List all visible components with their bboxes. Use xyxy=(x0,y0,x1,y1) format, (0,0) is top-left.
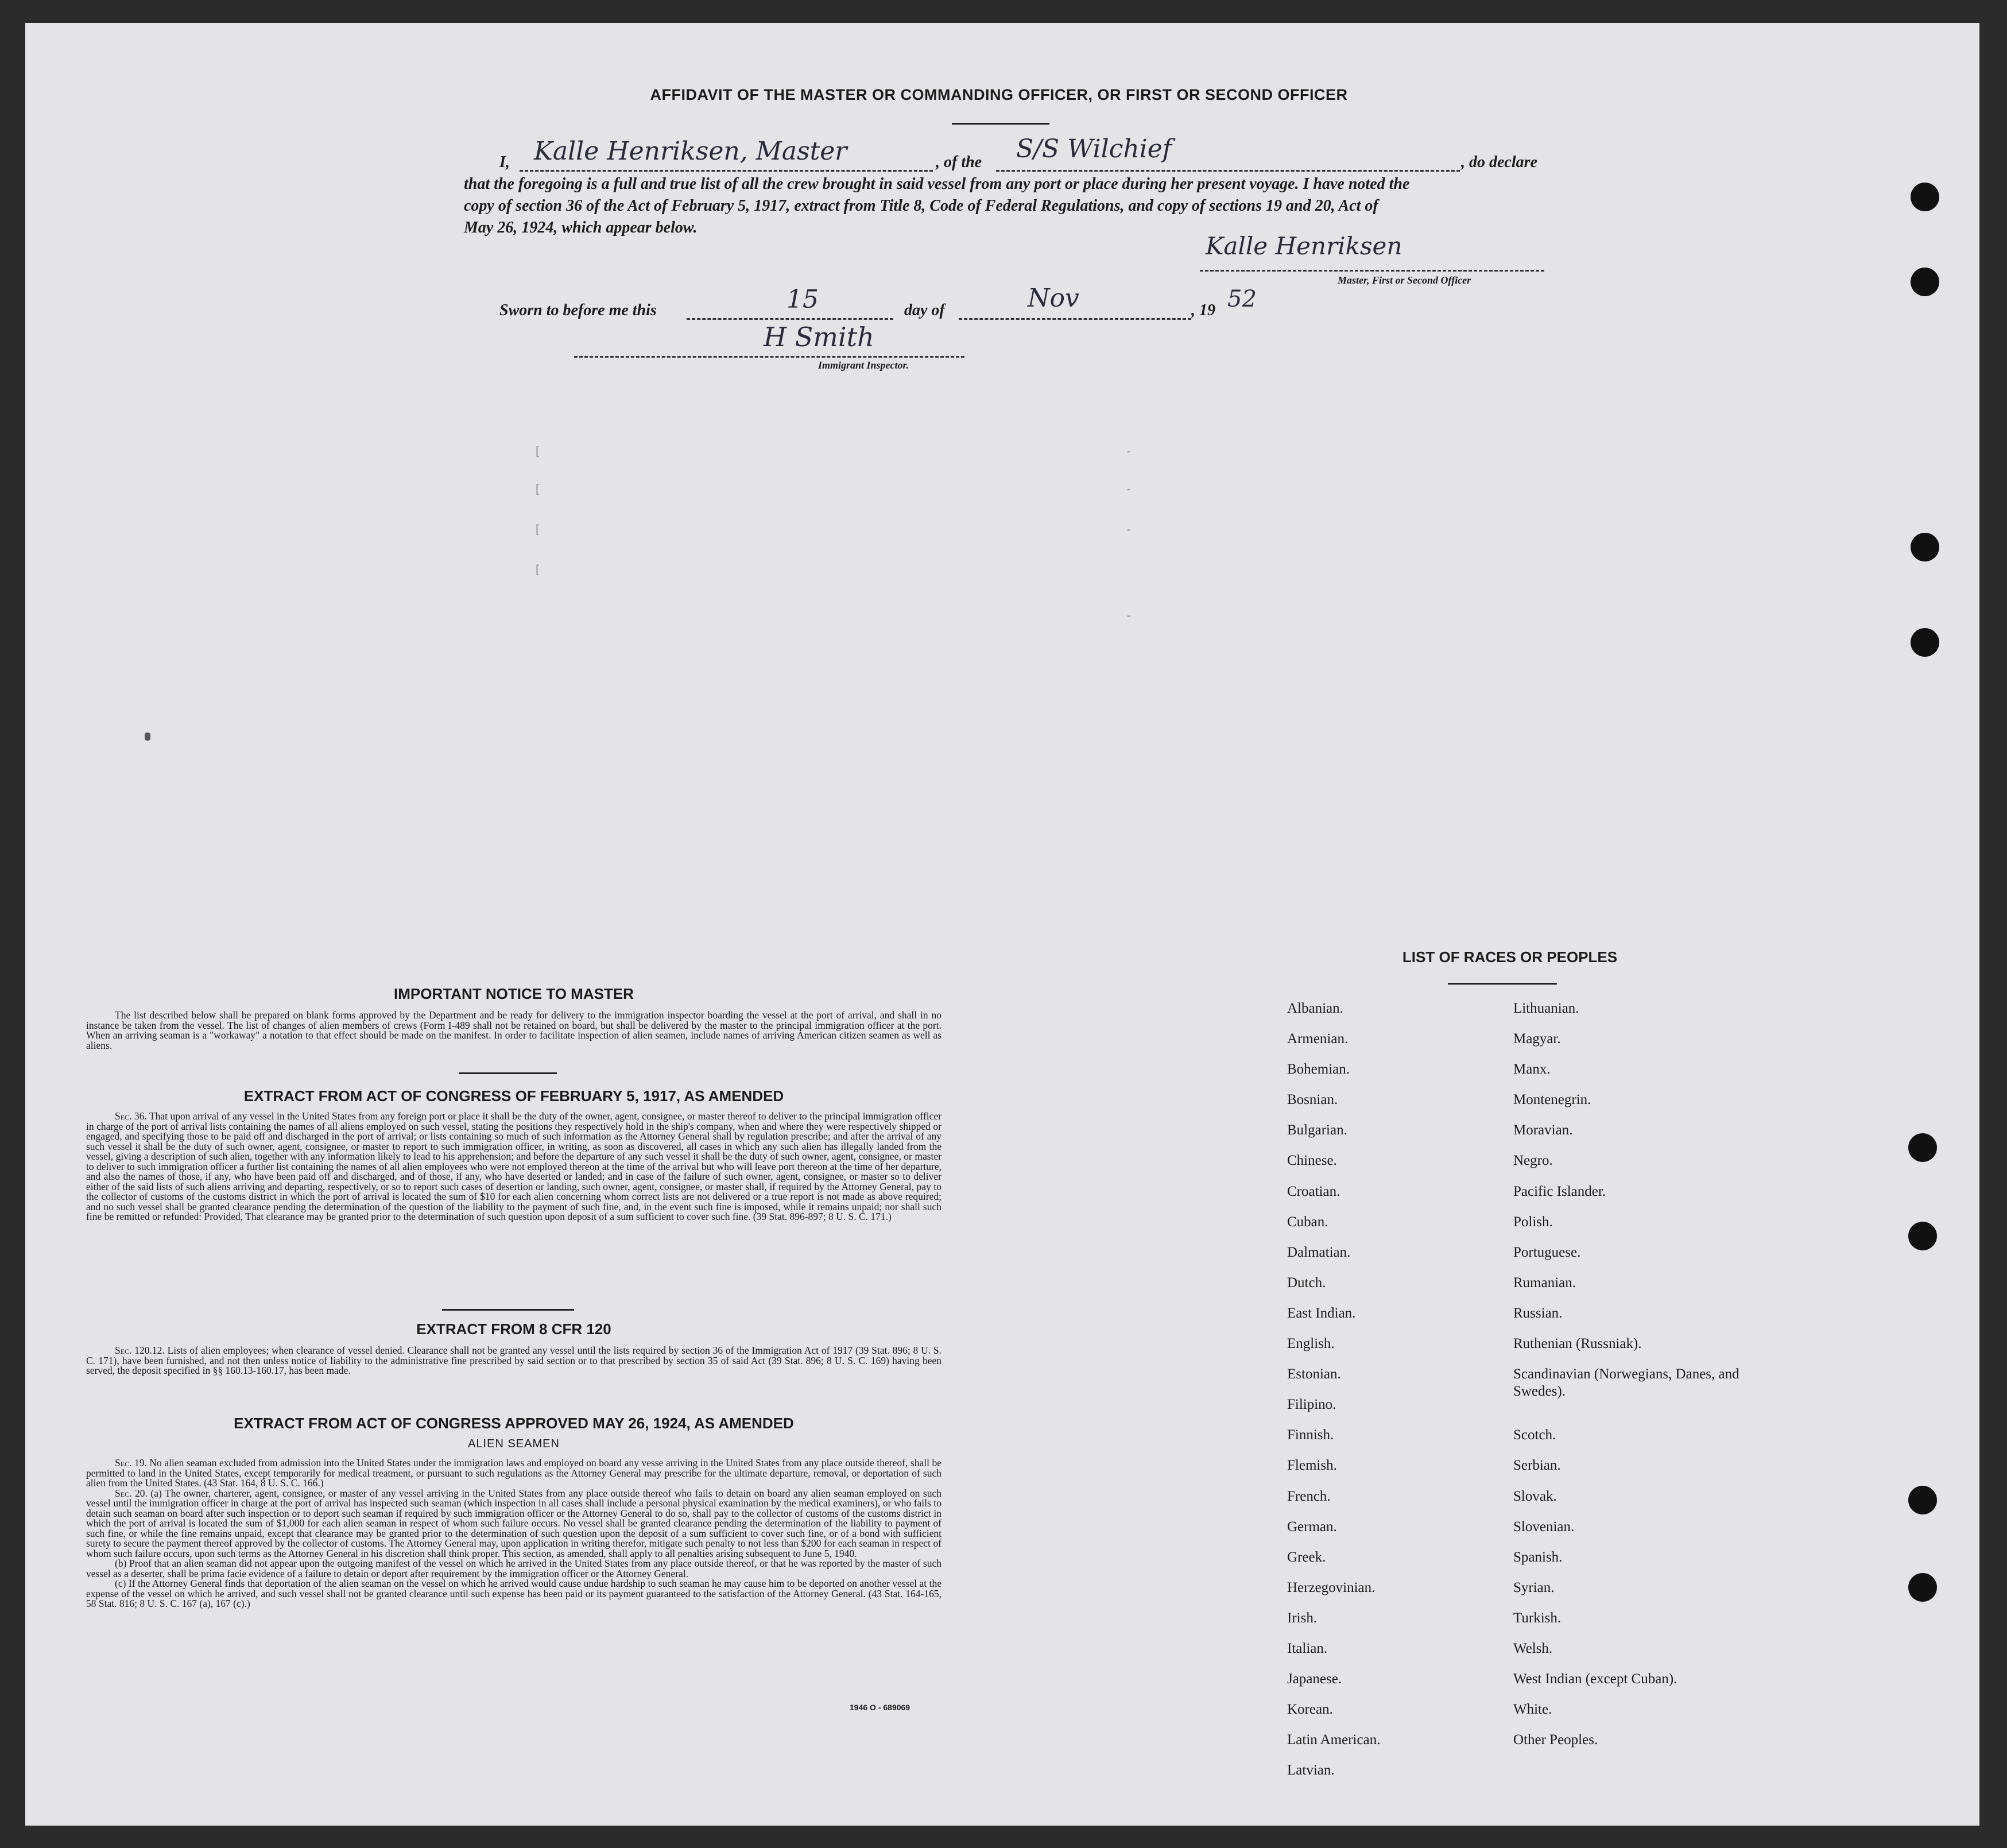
affidavit-do-declare: , do declare xyxy=(1461,153,1537,171)
affidavit-of-the: , of the xyxy=(936,153,982,171)
extract-1924-text xyxy=(86,1458,941,1609)
punch-hole xyxy=(1908,1486,1937,1514)
notice-title: IMPORTANT NOTICE TO MASTER xyxy=(394,985,634,1002)
extract-1917-rule xyxy=(442,1309,574,1311)
race-item: Bosnian. xyxy=(1287,1092,1338,1108)
race-item: Herzegovinian. xyxy=(1287,1579,1376,1595)
vessel-name-line xyxy=(996,170,1460,172)
race-item: Dutch. xyxy=(1287,1274,1326,1291)
race-item: Bohemian. xyxy=(1287,1061,1350,1078)
race-item: Spanish. xyxy=(1513,1549,1563,1565)
inspector-signature: H Smith xyxy=(764,321,874,352)
race-item: Scotch. xyxy=(1513,1427,1556,1443)
punch-hole xyxy=(1911,628,1939,657)
inspector-caption: Immigrant Inspector. xyxy=(818,359,909,371)
notice-paragraph: The list described below shall be prepared on blank forms approved by the Department and be ready for delivery to the immigration inspector boarding the vessel at the port of arrival, and shall in no instance be taken from the vessel. The list of changes of alien members of crews (Form I-489 shall not be retained on board, but shall be delivered by the master to the principal immigration officer at the port. When an arriving seaman is a "workaway" a notation to that effect should be made on the manifest. In order to facilitate inspection of alien seamen, include names of arriving American citizen seamen as well as aliens. xyxy=(86,1009,941,1051)
affidavit-line-2: that the foregoing is a full and true list of all the crew brought in said vessel from any port or place during her present voyage. I have noted the xyxy=(464,175,1410,193)
race-item: Latvian. xyxy=(1287,1762,1335,1779)
race-item: Cuban. xyxy=(1287,1214,1328,1230)
race-item: Montenegrin. xyxy=(1513,1092,1591,1108)
affidavit-line-4: May 26, 1924, which appear below. xyxy=(464,219,698,237)
race-item: Latin American. xyxy=(1287,1732,1381,1748)
race-item: Negro. xyxy=(1513,1153,1553,1169)
extract-1917-text xyxy=(86,1111,941,1222)
race-item: Scandinavian (Norwegians, Danes, and Swedes). xyxy=(1513,1366,1739,1400)
race-item: Filipino. xyxy=(1287,1397,1336,1413)
sec-20a-text: (a) The owner, charterer, agent, consignee, or master of any vessel arriving in the United States from any place outside thereof who fails to detain on board any alien seaman employed on such vessel until the immigration officer in charge at the port of arrival has inspected such seaman (which inspection in all cases shall include a personal physical examination by the medical examiners), or who fails to detain such seaman on board after such inspection or to deport such seaman if required by such immigration officer or the Attorney General to do so, shall pay to the collector of customs of the customs district in which the port of arrival is located the sum of $1,000 for each alien seaman in respect of whom such failure occurs. No vessel shall be granted clearance pending the determination of the liability to payment of such fine, or while the fine remains unpaid, except that clearance may be granted prior to the determination of such question upon the deposit of a sum sufficient to cover such fine, or of a bond with sufficient surety to secure the payment thereof approved by the collector of customs. The Attorney General may, upon application in writing therefor, mitigate such penalty to not less than $200 for each seaman in respect of whom such failure occurs, upon such terms as the Attorney General in his discretion shall think proper. This section, as amended, shall apply to all penalties arising subsequent to June 5, 1940. xyxy=(86,1487,941,1559)
notice-text xyxy=(86,1010,941,1051)
year-prefix: , 19 xyxy=(1191,301,1215,319)
race-item xyxy=(1513,1396,1754,1427)
race-item: Syrian. xyxy=(1513,1579,1555,1595)
officer-name-line xyxy=(520,170,933,172)
race-item: Welsh. xyxy=(1513,1640,1553,1656)
bleed-mark: - xyxy=(1125,522,1133,536)
race-item: East Indian. xyxy=(1287,1305,1356,1321)
race-item: Manx. xyxy=(1513,1061,1551,1078)
punch-hole xyxy=(1911,183,1939,211)
punch-hole xyxy=(1908,1133,1937,1162)
race-item: Russian. xyxy=(1513,1305,1563,1321)
race-item: White. xyxy=(1513,1702,1552,1718)
bleed-mark: - xyxy=(1125,609,1133,622)
race-item: Slovenian. xyxy=(1513,1518,1575,1535)
bleed-mark: [ xyxy=(534,563,541,576)
race-item: Bulgarian. xyxy=(1287,1122,1347,1138)
sworn-month-handwriting: Nov xyxy=(1028,284,1079,313)
sec-36-label: Sec. 36. xyxy=(115,1110,147,1122)
signature-line xyxy=(1200,270,1544,272)
affidavit-title: AFFIDAVIT OF THE MASTER OR COMMANDING OFFICER, OR FIRST OR SECOND OFFICER xyxy=(650,86,1348,103)
extract-1917-title: EXTRACT FROM ACT OF CONGRESS OF FEBRUARY 5, 1917, AS AMENDED xyxy=(243,1087,784,1105)
race-item: Flemish. xyxy=(1287,1458,1337,1474)
extract-1924-subtitle: ALIEN SEAMEN xyxy=(468,1438,560,1450)
notice-rule xyxy=(459,1072,557,1074)
race-item: Croatian. xyxy=(1287,1183,1340,1199)
sec-20b-text: (b) Proof that an alien seaman did not appear upon the outgoing manifest of the vessel on which he arrived in the United States from any place outside thereof, or that he was reported by the master of such vessel as a deserter, shall be prima facie evidence of a failure to detain or deport after requirement by the immigration officer or the Attorney General. xyxy=(86,1558,941,1579)
affidavit-i-prefix: I, xyxy=(499,153,510,171)
race-item: Pacific Islander. xyxy=(1513,1183,1606,1199)
race-item: Albanian. xyxy=(1287,1001,1343,1016)
race-item: Other Peoples. xyxy=(1513,1732,1598,1748)
race-item: Rumanian. xyxy=(1513,1274,1576,1291)
title-rule xyxy=(952,123,1049,125)
race-item: French. xyxy=(1287,1488,1331,1504)
race-item: Magyar. xyxy=(1513,1031,1561,1047)
officer-name-handwriting: Kalle Henriksen, Master xyxy=(534,137,847,166)
bleed-mark: - xyxy=(1125,482,1133,496)
sec-20-label: Sec. 20. xyxy=(115,1487,148,1499)
race-item: Irish. xyxy=(1287,1610,1318,1626)
sworn-day-line xyxy=(687,318,893,320)
race-item: German. xyxy=(1287,1518,1337,1535)
races-title: LIST OF RACES OR PEOPLES xyxy=(1402,948,1618,966)
sec-19-label: Sec. 19. xyxy=(115,1457,147,1469)
race-item: English. xyxy=(1287,1336,1335,1352)
race-item: Turkish. xyxy=(1513,1610,1562,1626)
bleed-mark: [ xyxy=(534,444,541,458)
extract-cfr-title: EXTRACT FROM 8 CFR 120 xyxy=(416,1320,611,1338)
race-item: Armenian. xyxy=(1287,1031,1349,1047)
extract-cfr-text xyxy=(86,1346,941,1376)
punch-hole xyxy=(1911,268,1939,296)
vessel-name-handwriting: S/S Wilchief xyxy=(1016,134,1172,164)
sworn-day-handwriting: 15 xyxy=(786,285,819,314)
races-left-column xyxy=(1287,1000,1380,1792)
race-item: Serbian. xyxy=(1513,1458,1561,1474)
bleed-mark: - xyxy=(1125,444,1133,458)
punch-hole xyxy=(1911,533,1939,561)
master-signature: Kalle Henriksen xyxy=(1206,232,1402,260)
bleed-mark: [ xyxy=(534,522,541,536)
race-item: Chinese. xyxy=(1287,1153,1337,1169)
signature-caption: Master, First or Second Officer xyxy=(1338,274,1471,286)
races-rule xyxy=(1448,983,1557,985)
race-item: Slovak. xyxy=(1513,1488,1557,1504)
races-right-column xyxy=(1513,1000,1754,1762)
sworn-month-line xyxy=(959,318,1191,320)
ink-spot xyxy=(145,733,150,741)
race-item: Dalmatian. xyxy=(1287,1244,1351,1260)
inspector-line xyxy=(574,356,964,358)
bleed-mark: [ xyxy=(534,482,541,496)
punch-hole xyxy=(1908,1222,1937,1250)
race-item: Italian. xyxy=(1287,1640,1328,1656)
race-item: West Indian (except Cuban). xyxy=(1513,1671,1677,1687)
sec-36-text: That upon arrival of any vessel in the United States from any foreign port or place it shall be the duty of the owner, agent, consignee, or master thereof to deliver to the principal immigration officer in charge of the port of arrival lists containing the names of all aliens employed on such vessel, stating the positions they respectively hold in the ship's company, when and where they were respectively shipped or engaged, and specifying those to be paid off and discharged in the port of arrival; or lists containing so much of such information as the Attorney General shall by regulation prescribe; and after the arrival of any such vessel it shall be the duty of such owner, agent, consignee, or master to report to such immigration officer, in writing, as soon as discovered, all cases in which any such alien has illegally landed from the vessel, giving a description of such alien, together with any information likely to lead to his apprehension; and before the departure of any such vessel it shall be the duty of such owner, agent, consignee, or master to deliver to such immigration officer a further list containing the names of all alien employees who were not employed thereon at the time of the arrival but who will leave port thereon at the time of her departure, and also the names of those, if any, who have been paid off and discharged, and of those, if any, who have deserted or landed; and in case of the failure of such owner, agent, consignee, or master so to deliver either of the said lists of such aliens arriving and departing, respectively, or so to report such cases of desertion or landing, such owner, agent, consignee, or master shall, if required by the Attorney General, pay to the collector of customs of the customs district in which the port of arrival is located the sum of $10 for each alien concerning whom correct lists are not delivered or a true report is not made as above required; and no such vessel shall be granted clearance pending the determination of the question of the liability to the payment of such fine, and, in the event such fine is imposed, while it remains unpaid; nor shall such fine be remitted or refunded: Provided, That clearance may be granted prior to the determination of such question upon deposit of a sum sufficient to cover such fine. (39 Stat. 896-897; 8 U. S. C. 171.) xyxy=(86,1110,941,1222)
race-item: Korean. xyxy=(1287,1702,1333,1718)
race-item: Greek. xyxy=(1287,1549,1326,1565)
race-item: Moravian. xyxy=(1513,1122,1573,1138)
print-code: 1946 O - 689069 xyxy=(850,1703,910,1712)
year-suffix-handwriting: 52 xyxy=(1227,286,1257,312)
punch-hole xyxy=(1908,1573,1937,1602)
extract-1924-title: EXTRACT FROM ACT OF CONGRESS APPROVED MAY 26, 1924, AS AMENDED xyxy=(234,1415,794,1432)
sec-19-text: No alien seaman excluded from admission into the United States under the immigration laws and employed on board any vesse arriving in the United States from any place outside thereof, shall be permitted to land in the United States, except temporarily for medical treatment, or pursuant to such regulations as the Attorney General may prescribe for the ultimate departure, removal, or deportation of such alien from the United States. (43 Stat. 164, 8 U. S. C. 166.) xyxy=(86,1457,941,1489)
race-item: Estonian. xyxy=(1287,1366,1341,1382)
sworn-label: Sworn to before me this xyxy=(499,301,657,319)
race-item: Portuguese. xyxy=(1513,1244,1581,1260)
race-item: Lithuanian. xyxy=(1513,1001,1579,1016)
sec-120-text: Lists of alien employees; when clearance of vessel denied. Clearance shall not be granted any vessel until the lists required by section 36 of the Immigration Act of 1917 (39 Stat. 896; 8 U. S. C. 171), have been furnished, and not then unless notice of liability to the administrative fine prescribed by said section or to that prescribed by section 35 of said Act (39 Stat. 896; 8 U. S. C. 169) having been served, the deposit specified in §§ 160.13-160.17, has been made. xyxy=(86,1345,941,1376)
race-item: Japanese. xyxy=(1287,1671,1342,1687)
day-of-label: day of xyxy=(904,301,945,319)
sec-20c-text: (c) If the Attorney General finds that deportation of the alien seaman on the vessel on which he arrived would cause undue hardship to such seaman he may cause him to be deported on another vessel at the expense of the vessel on which he arrived, and such vessel shall not be granted clearance until such expense has been paid or its payment guaranteed to the satisfaction of the Attorney General. (43 Stat. 164-165, 58 Stat. 816; 8 U. S. C. 167 (a), 167 (c).) xyxy=(86,1578,941,1609)
race-item: Polish. xyxy=(1513,1214,1553,1230)
affidavit-line-3: copy of section 36 of the Act of February 5, 1917, extract from Title 8, Code of Federal Regulations, and copy of sections 19 and 20, Act of xyxy=(464,197,1378,215)
sec-120-label: Sec. 120.12. xyxy=(115,1345,165,1356)
race-item: Ruthenian (Russniak). xyxy=(1513,1336,1642,1352)
race-item: Finnish. xyxy=(1287,1427,1334,1443)
